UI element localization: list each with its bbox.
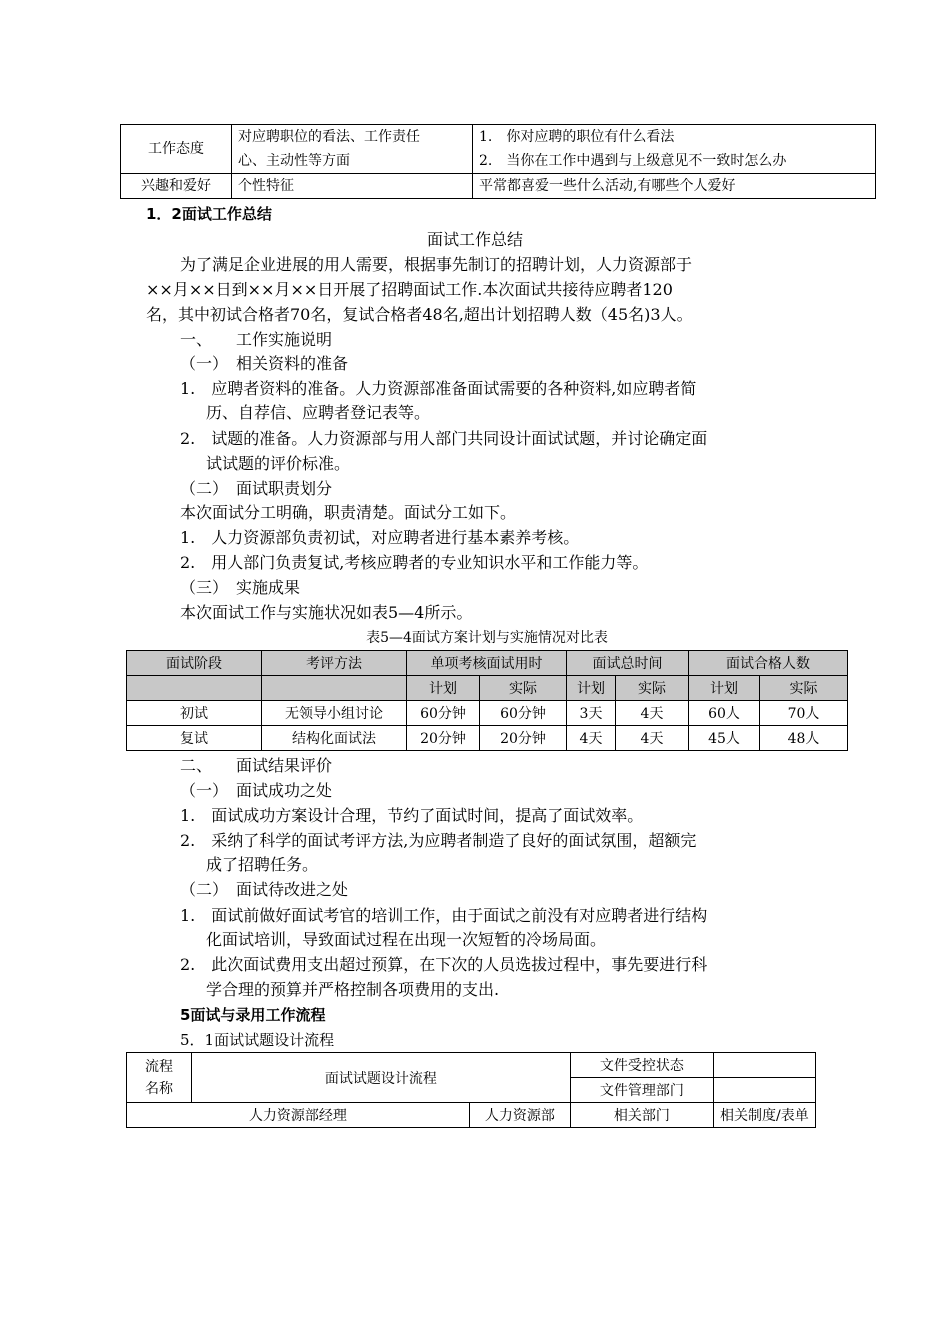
table-caption: 表5—4面试方案计划与实施情况对比表 [366, 630, 608, 646]
sub-heading: （二） 面试待改进之处 [180, 880, 349, 899]
table-cell: 60分钟 [480, 701, 567, 726]
table-cell: 48人 [760, 726, 848, 751]
cell-text: 1. 你对应聘的职位有什么看法 [479, 129, 675, 145]
table-row [127, 701, 848, 726]
header-cell: 计划 [689, 676, 760, 701]
header-cell: 计划 [567, 676, 616, 701]
section-heading: 5面试与录用工作流程 [180, 1006, 326, 1024]
table-cell [232, 125, 473, 174]
dept-label: 文件管理部门 [570, 1078, 713, 1103]
list-item-continuation: 化面试培训，导致面试过程在出现一次短暂的冷场局面。 [206, 930, 607, 949]
list-item: 1. 面试前做好面试考官的培训工作，由于面试之前没有对应聘者进行结构 [180, 906, 708, 925]
table-header-row [127, 651, 848, 676]
part-heading: 一、 工作实施说明 [180, 330, 333, 349]
list-item: 1. 面试成功方案设计合理，节约了面试时间，提高了面试效率。 [180, 806, 644, 825]
table-row [121, 174, 876, 199]
sub-heading: （二） 面试职责划分 [180, 479, 333, 498]
table-cell: 复试 [127, 726, 262, 751]
header-cell: 面试阶段 [127, 651, 262, 676]
list-item: 1. 应聘者资料的准备。人力资源部准备面试需要的各种资料,如应聘者简 [180, 379, 697, 398]
list-item-continuation: 试试题的评价标准。 [206, 454, 351, 473]
header-cell: 单项考核面试用时 [407, 651, 567, 676]
table-cell: 兴趣和爱好 [121, 174, 232, 199]
column-header: 人力资源部 [469, 1103, 570, 1128]
list-item: 1. 人力资源部负责初试，对应聘者进行基本素养考核。 [180, 528, 580, 547]
column-header: 相关制度/表单 [713, 1103, 815, 1128]
subsection-heading: 5．1面试试题设计流程 [180, 1031, 335, 1049]
cell-text: 对应聘职位的看法、工作责任 [238, 129, 420, 145]
table-cell: 60分钟 [407, 701, 480, 726]
table-row [121, 125, 876, 174]
header-cell: 实际 [760, 676, 848, 701]
header-cell: 实际 [480, 676, 567, 701]
header-cell: 计划 [407, 676, 480, 701]
flow-name-value: 面试试题设计流程 [192, 1053, 571, 1103]
paragraph-line: ××月××日到××月××日开展了招聘面试工作.本次面试共接待应聘者120 [146, 280, 673, 299]
table-cell: 20分钟 [407, 726, 480, 751]
header-cell: 实际 [616, 676, 689, 701]
table-cell: 结构化面试法 [262, 726, 407, 751]
flow-name-label: 流程 [145, 1058, 173, 1075]
column-header [127, 1103, 470, 1128]
list-item-continuation: 学合理的预算并严格控制各项费用的支出. [206, 980, 500, 999]
table-cell: 平常都喜爱一些什么活动,有哪些个人爱好 [473, 174, 876, 199]
table-cell: 45人 [689, 726, 760, 751]
list-item: 2. 用人部门负责复试,考核应聘者的专业知识水平和工作能力等。 [180, 553, 649, 572]
list-item-continuation: 历、自荐信、应聘者登记表等。 [206, 403, 431, 422]
table-row [127, 726, 848, 751]
status-value [713, 1053, 815, 1078]
list-item: 2. 此次面试费用支出超过预算，在下次的人员选拔过程中，事先要进行科 [180, 955, 708, 974]
table-cell: 4天 [616, 726, 689, 751]
evaluation-table [120, 124, 876, 199]
dept-value [713, 1078, 815, 1103]
table-row [127, 1103, 816, 1128]
column-label: 人力资源部经理 [248, 1108, 347, 1124]
cell-text: 心、主动性等方面 [238, 153, 350, 169]
table-cell: 70人 [760, 701, 848, 726]
table-cell [473, 125, 876, 174]
paragraph-line: 为了满足企业进展的用人需要，根据事先制订的招聘计划，人力资源部于 [180, 255, 693, 274]
sub-heading: （三） 实施成果 [180, 578, 301, 597]
header-cell: 面试总时间 [567, 651, 689, 676]
flow-name-label-cell [127, 1053, 192, 1103]
table-cell: 20分钟 [480, 726, 567, 751]
table-cell: 3天 [567, 701, 616, 726]
cell-text: 2. 当你在工作中遇到与上级意见不一致时怎么办 [479, 153, 787, 169]
part-heading: 二、 面试结果评价 [180, 756, 333, 775]
header-cell [127, 676, 262, 701]
table-cell: 个性特征 [232, 174, 473, 199]
section-heading: 1．2面试工作总结 [146, 205, 272, 223]
table-cell: 工作态度 [121, 125, 232, 174]
paragraph-line: 名，其中初试合格者70名，复试合格者48名,超出计划招聘人数（45名)3人。 [146, 305, 693, 324]
document-title: 面试工作总结 [426, 230, 523, 249]
header-cell: 考评方法 [262, 651, 407, 676]
list-item: 2. 试题的准备。人力资源部与用人部门共同设计面试试题，并讨论确定面 [180, 429, 708, 448]
column-header: 相关部门 [570, 1103, 713, 1128]
table-row [127, 1053, 816, 1078]
paragraph-line: 本次面试工作与实施状况如表5—4所示。 [180, 603, 473, 622]
flow-name-label: 名称 [145, 1080, 173, 1097]
header-cell [262, 676, 407, 701]
paragraph-line: 本次面试分工明确，职责清楚。面试分工如下。 [180, 503, 517, 522]
list-item-continuation: 成了招聘任务。 [206, 855, 319, 874]
list-item: 2. 采纳了科学的面试考评方法,为应聘者制造了良好的面试氛围，超额完 [180, 831, 697, 850]
table-cell: 4天 [616, 701, 689, 726]
table-cell: 60人 [689, 701, 760, 726]
plan-comparison-table [126, 650, 848, 751]
flow-header-table [126, 1052, 816, 1128]
status-label: 文件受控状态 [570, 1053, 713, 1078]
table-cell: 4天 [567, 726, 616, 751]
table-subheader-row [127, 676, 848, 701]
header-cell: 面试合格人数 [689, 651, 848, 676]
table-cell: 初试 [127, 701, 262, 726]
sub-heading: （一） 相关资料的准备 [180, 354, 349, 373]
table-cell: 无领导小组讨论 [262, 701, 407, 726]
sub-heading: （一） 面试成功之处 [180, 781, 333, 800]
